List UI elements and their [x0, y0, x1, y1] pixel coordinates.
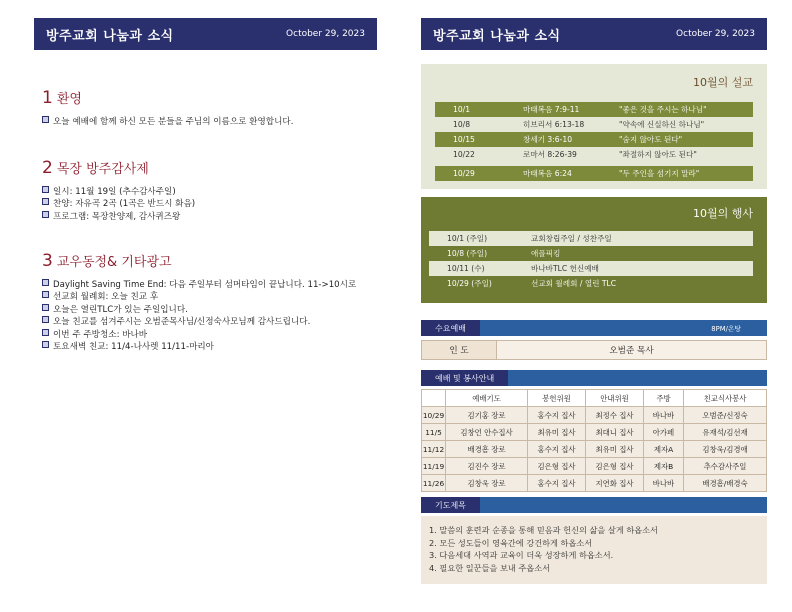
- wednesday-time: 8PM/온탕: [711, 325, 741, 333]
- prayer-bar: [421, 497, 767, 513]
- table-row: 10/29 마태복음 6:24 "두 주인을 섬기지 말라": [435, 166, 753, 181]
- table-row: 10/11 (수) 바나바TLC 헌신예배: [429, 261, 753, 276]
- bullet-icon: [42, 341, 49, 348]
- prayer-label: 기도제목: [421, 497, 480, 513]
- list-item: 토요새벽 친교: 11/4-나사렛 11/11-마리아: [42, 341, 382, 353]
- table-row: 11/19 김진수 장로 김은형 집사 김은형 집사 제자B 추수감사주일: [422, 458, 767, 475]
- right-header: [421, 18, 767, 50]
- list-item: Daylight Saving Time End: 다음 주일부터 섬머타임이 끝납니다. 11->10시로: [42, 279, 382, 291]
- table-row: 11/26 김창욱 장로 홍수지 집사 지연화 집사 바나바 배경흠/배경숙: [422, 475, 767, 492]
- table-row: 10/29 (주일) 선교회 월례회 / 열린 TLC: [447, 279, 617, 288]
- bullet-icon: [42, 304, 49, 311]
- left-header-title: 방주교회 나눔과 소식: [46, 28, 174, 44]
- table-row: 10/8 히브리서 6:13-18 "약속에 신실하신 하나님": [453, 120, 705, 129]
- prayer-list: [421, 516, 767, 584]
- sermons-title: 10월의 설교: [693, 76, 753, 89]
- table-header-row: 예배기도 봉헌위원 안내위원 주방 친교식사봉사: [422, 390, 767, 407]
- section-title: 3 교우동정& 기타광고: [42, 251, 172, 271]
- table-row: 11/12 배경흠 장로 홍수지 집사 최유미 집사 제자A 김창욱/김경애: [422, 441, 767, 458]
- list-item: 오늘 친교를 섬겨주시는 오범준목사님/신정숙사모님께 감사드립니다.: [42, 316, 382, 328]
- list-item: 2. 모든 성도들이 영육간에 강건하게 하옵소서: [429, 537, 593, 548]
- table-row: 10/1 마태복음 7:9-11 "좋은 것을 주시는 하나님": [435, 102, 753, 117]
- right-header-date: October 29, 2023: [676, 29, 755, 39]
- bullet-icon: [42, 211, 49, 218]
- wednesday-label: 수요예배: [421, 320, 480, 336]
- service-label: 예배 및 봉사안내: [421, 370, 508, 386]
- table-row: 10/8 (주일) 애플픽킹: [447, 249, 561, 258]
- bullet-icon: [42, 198, 49, 205]
- list-item: 4. 필요한 일꾼들을 보내 주옵소서: [429, 562, 551, 573]
- bullet-icon: [42, 291, 49, 298]
- list-item: 1. 말씀의 훈련과 순종을 통해 믿음과 헌신의 삶을 살게 하옵소서: [429, 525, 658, 535]
- right-header-title: 방주교회 나눔과 소식: [433, 28, 561, 44]
- service-bar: [421, 370, 767, 386]
- bullet-icon: [42, 279, 49, 286]
- table-row: 10/29 김기홍 장로 홍수지 집사 최정수 집사 바나바 오범준/신정숙: [422, 407, 767, 424]
- service-table: [421, 389, 767, 492]
- bullet-icon: [42, 316, 49, 323]
- list-item: 오늘 예배에 함께 하신 모든 분들을 주님의 이름으로 환영합니다.: [42, 116, 382, 128]
- table-row: 10/22 로마서 8:26-39 "좌절하지 않아도 된다": [453, 150, 697, 159]
- bullet-icon: [42, 116, 49, 123]
- bullet-icon: [42, 329, 49, 336]
- list-item: 오늘은 열린TLC가 있는 주일입니다.: [42, 304, 382, 316]
- left-header-date: October 29, 2023: [286, 29, 365, 39]
- table-row: 11/5 김창언 안수집사 최유미 집사 최대니 집사 아가페 유재석/김선재: [422, 424, 767, 441]
- list-item: 프로그램: 목장찬양제, 감사퀴즈왕: [42, 211, 382, 223]
- section-welcome: [42, 88, 382, 128]
- section-thanksgiving: [42, 158, 382, 223]
- events-title: 10월의 행사: [693, 207, 753, 220]
- section-news: [42, 251, 382, 353]
- list-item: 선교회 월례회: 오늘 친교 후: [42, 291, 382, 303]
- table-row: 10/1 (주일) 교회창립주일 / 성찬주일: [429, 231, 753, 246]
- list-item: 이번 주 주방청소: 바나바: [42, 329, 382, 341]
- events-panel: [421, 197, 767, 303]
- list-item: 일시: 11월 19일 (추수감사주일): [42, 186, 382, 198]
- wednesday-person: 오범준 목사: [497, 341, 766, 359]
- bullet-icon: [42, 186, 49, 193]
- wednesday-bar: [421, 320, 767, 336]
- list-item: 3. 다음세대 사역과 교육이 더욱 성장하게 하옵소서.: [429, 550, 614, 560]
- wednesday-row: [421, 340, 767, 360]
- section-title: 1 환영: [42, 88, 82, 108]
- left-header: [34, 18, 377, 50]
- section-title: 2 목장 방주감사제: [42, 158, 149, 178]
- list-item: 찬양: 자유곡 2곡 (1곡은 반드시 화음): [42, 198, 382, 210]
- sermons-panel: [421, 64, 767, 189]
- wednesday-role: 인 도: [422, 341, 497, 359]
- table-row: 10/15 창세기 3:6-10 "숨지 않아도 된다": [435, 132, 753, 147]
